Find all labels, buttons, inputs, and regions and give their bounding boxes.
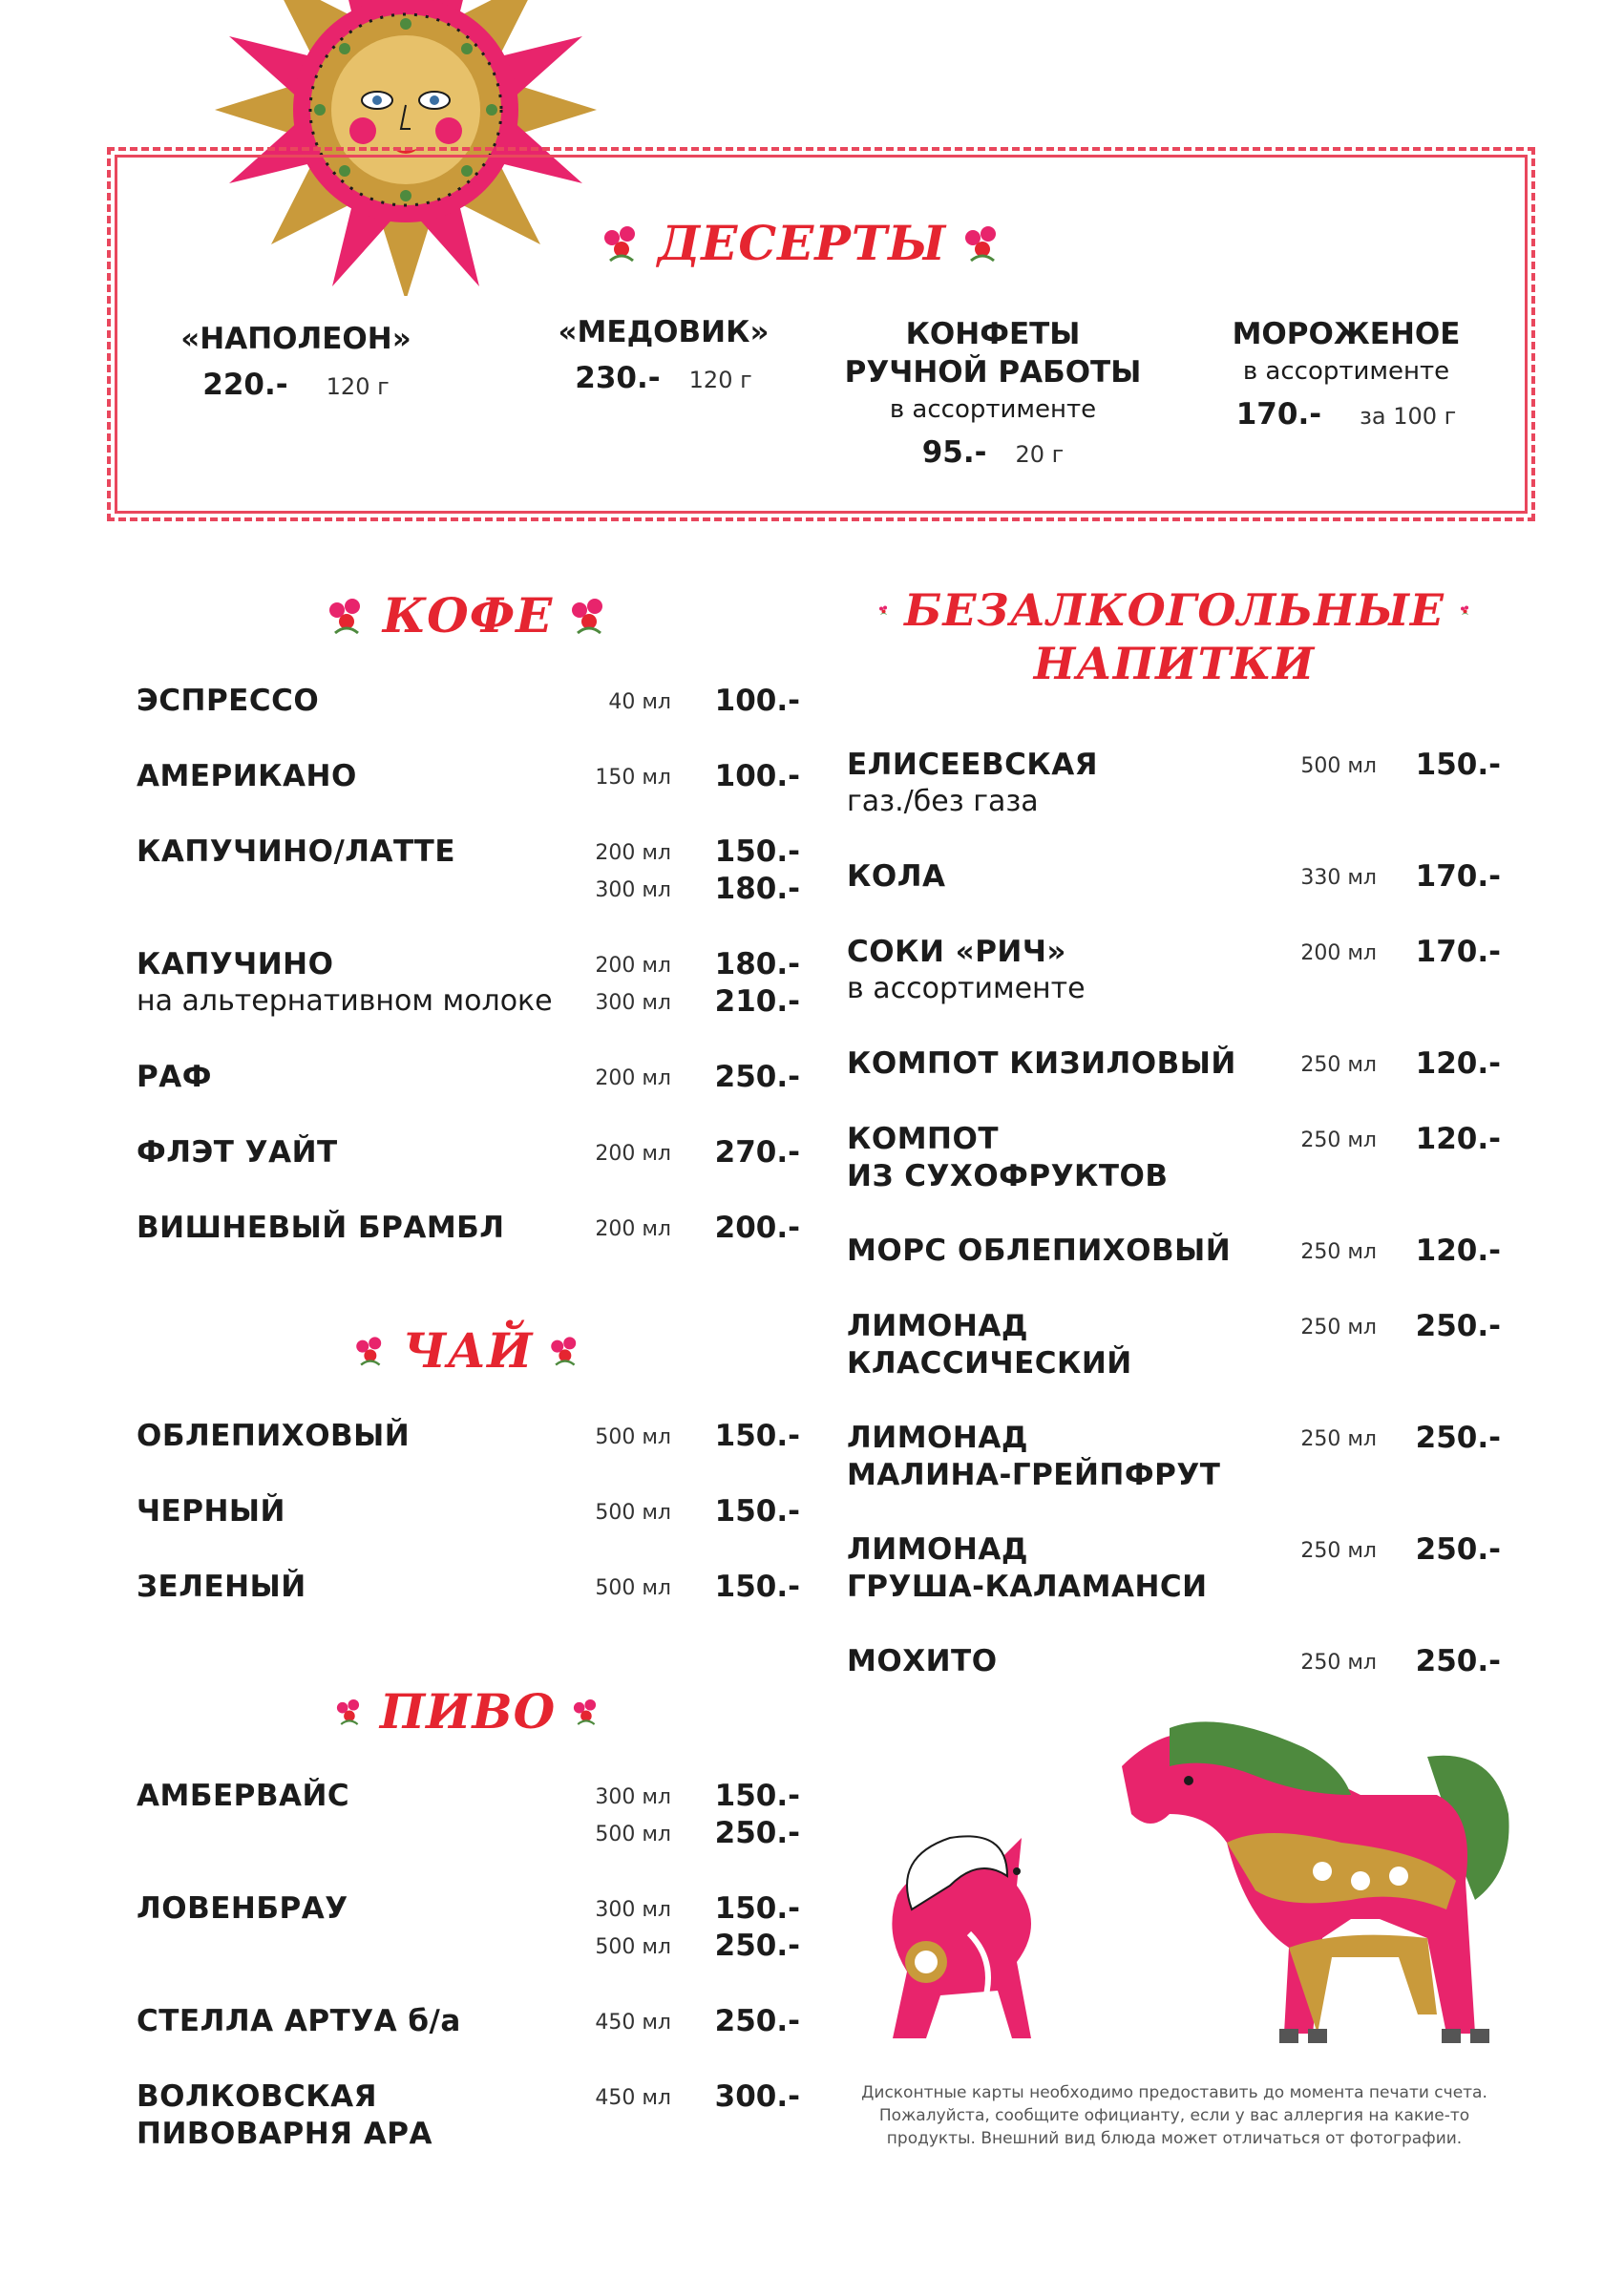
item-name: ЕЛИСЕЕВСКАЯ	[847, 748, 1099, 782]
menu-item	[137, 1492, 805, 1568]
item-price: 250.-	[1415, 1421, 1501, 1455]
softdrinks-title-line2: НАПИТКИ	[1033, 638, 1316, 689]
item-price: 250.-	[1415, 1644, 1501, 1678]
item-price: 100.-	[714, 759, 800, 793]
item-name: ЧЕРНЫЙ	[137, 1494, 285, 1529]
menu-item	[137, 2002, 805, 2078]
coffee-title: КОФЕ	[382, 587, 554, 643]
berry-icon	[571, 1691, 601, 1733]
berry-icon	[334, 1691, 365, 1733]
item-volume: 300 мл	[595, 991, 671, 1015]
item-name-line2: МАЛИНА-ГРЕЙПФРУТ	[847, 1458, 1221, 1492]
dessert-price: 170.-	[1235, 397, 1322, 432]
menu-item	[137, 1133, 805, 1209]
berry-icon	[548, 1330, 582, 1372]
item-price: 150.-	[714, 1779, 800, 1813]
item-name: ФЛЭТ УАЙТ	[137, 1135, 338, 1170]
item-price: 250.-	[1415, 1309, 1501, 1343]
beer-list	[137, 1777, 805, 2154]
item-name: ВИШНЕВЫЙ БРАМБЛ	[137, 1211, 505, 1245]
item-name: ЭСПРЕССО	[137, 684, 320, 718]
item-price: 150.-	[714, 1494, 800, 1529]
item-volume: 250 мл	[1300, 1240, 1377, 1264]
footer-line: продукты. Внешний вид блюда может отличаться от фотографии.	[886, 2129, 1463, 2148]
item-price: 150.-	[714, 834, 800, 869]
horse-illustration	[1112, 1709, 1518, 2053]
menu-item	[847, 1120, 1515, 1232]
coffee-heading	[315, 587, 621, 643]
item-name-line2: ИЗ СУХОФРУКТОВ	[847, 1159, 1169, 1193]
menu-item	[847, 1642, 1515, 1699]
item-name: ЛИМОНАД	[847, 1309, 1028, 1343]
item-price: 120.-	[1415, 1122, 1501, 1156]
item-name: АМЕРИКАНО	[137, 759, 357, 793]
item-name: СТЕЛЛА АРТУА б/а	[137, 2004, 461, 2038]
menu-item	[137, 1209, 805, 1284]
menu-item	[137, 1777, 805, 1889]
dessert-name: «НАПОЛЕОН»	[180, 322, 411, 356]
item-name: КОМПОТ	[847, 1122, 999, 1156]
item-name: АМБЕРВАЙС	[137, 1779, 350, 1813]
menu-item	[137, 2078, 805, 2154]
item-volume: 200 мл	[1300, 941, 1377, 965]
berry-icon	[601, 222, 643, 264]
item-sub: на альтернативном молоке	[137, 984, 553, 1018]
menu-item	[847, 1307, 1515, 1419]
item-volume: 300 мл	[595, 878, 671, 902]
item-volume: 300 мл	[595, 1785, 671, 1809]
menu-item	[847, 857, 1515, 933]
item-price: 250.-	[714, 2004, 800, 2038]
menu-item	[847, 1530, 1515, 1642]
berry-icon	[1460, 589, 1470, 631]
softdrinks-heading	[878, 584, 1470, 689]
menu-item	[847, 746, 1515, 857]
berry-icon	[353, 1330, 388, 1372]
menu-item	[137, 1568, 805, 1643]
menu-item	[847, 1044, 1515, 1120]
item-volume: 200 мл	[595, 1142, 671, 1166]
item-volume: 500 мл	[595, 1501, 671, 1525]
berry-icon	[961, 222, 1003, 264]
item-price: 250.-	[714, 1929, 800, 1963]
item-price: 180.-	[714, 947, 800, 981]
item-name: РАФ	[137, 1060, 212, 1094]
item-volume: 450 мл	[595, 2011, 671, 2035]
item-sub: газ./без газа	[847, 785, 1039, 818]
tea-list	[137, 1417, 805, 1643]
dessert-price: 220.-	[202, 368, 288, 402]
fox-illustration	[854, 1819, 1084, 2053]
coffee-list	[137, 682, 805, 1284]
item-name-line2: ПИВОВАРНЯ АРА	[137, 2117, 433, 2151]
item-volume: 250 мл	[1300, 1053, 1377, 1077]
item-volume: 330 мл	[1300, 866, 1377, 890]
item-price: 120.-	[1415, 1046, 1501, 1081]
item-volume: 450 мл	[595, 2086, 671, 2110]
berry-icon	[568, 595, 610, 637]
item-name: ЛИМОНАД	[847, 1421, 1028, 1455]
item-name: ОБЛЕПИХОВЫЙ	[137, 1419, 411, 1453]
item-price: 270.-	[714, 1135, 800, 1170]
item-name: СОКИ «РИЧ»	[847, 935, 1066, 969]
item-price: 300.-	[714, 2079, 800, 2114]
dessert-volume: 120 г	[326, 373, 390, 400]
item-volume: 250 мл	[1300, 1651, 1377, 1675]
item-volume: 200 мл	[595, 841, 671, 865]
item-name: ЛОВЕНБРАУ	[137, 1891, 348, 1926]
dessert-name-line2: РУЧНОЙ РАБОТЫ	[844, 355, 1142, 390]
softdrinks-list	[847, 746, 1515, 1699]
beer-heading	[334, 1683, 601, 1740]
dessert-icecream	[1203, 315, 1489, 435]
berry-icon	[878, 589, 889, 631]
item-name: МОХИТО	[847, 1644, 998, 1678]
item-name-line2: ГРУША-КАЛАМАНСИ	[847, 1570, 1208, 1604]
item-volume: 200 мл	[595, 1217, 671, 1241]
dessert-volume: 120 г	[688, 367, 752, 393]
menu-item	[137, 833, 805, 945]
item-volume: 250 мл	[1300, 1427, 1377, 1451]
dessert-name-line1: КОНФЕТЫ	[905, 317, 1081, 351]
softdrinks-title-line1: БЕЗАЛКОГОЛЬНЫЕ	[904, 584, 1445, 636]
item-volume: 500 мл	[595, 1823, 671, 1846]
item-volume: 150 мл	[595, 766, 671, 790]
desserts-heading	[592, 215, 1012, 271]
item-price: 250.-	[1415, 1532, 1501, 1567]
berry-icon	[326, 595, 368, 637]
item-volume: 500 мл	[595, 1935, 671, 1959]
footer-line: Дисконтные карты необходимо предоставить до момента печати счета.	[861, 2083, 1487, 2102]
menu-item	[847, 1232, 1515, 1307]
tea-heading	[353, 1322, 582, 1379]
item-name: КАПУЧИНО	[137, 947, 334, 981]
item-volume: 500 мл	[595, 1425, 671, 1449]
item-price: 210.-	[714, 984, 800, 1019]
item-price: 120.-	[1415, 1234, 1501, 1268]
dessert-sub: в ассортименте	[889, 395, 1097, 424]
item-price: 170.-	[1415, 935, 1501, 969]
footer-line: Пожалуйста, сообщите официанту, если у вас аллергия на какие-то	[878, 2106, 1470, 2125]
item-name: ЗЕЛЕНЫЙ	[137, 1570, 306, 1604]
item-price: 150.-	[1415, 748, 1501, 782]
menu-item	[137, 1058, 805, 1133]
item-name: КОМПОТ КИЗИЛОВЫЙ	[847, 1046, 1236, 1081]
item-price: 250.-	[714, 1060, 800, 1094]
item-volume: 40 мл	[608, 690, 671, 714]
item-price: 150.-	[714, 1570, 800, 1604]
dessert-name: «МЕДОВИК»	[558, 315, 770, 349]
item-price: 150.-	[714, 1891, 800, 1926]
menu-item	[137, 945, 805, 1058]
item-volume: 250 мл	[1300, 1316, 1377, 1339]
menu-item	[137, 682, 805, 757]
item-name: КАПУЧИНО/ЛАТТЕ	[137, 834, 455, 869]
item-name-line2: КЛАССИЧЕСКИЙ	[847, 1346, 1132, 1381]
dessert-sub: в ассортименте	[1242, 357, 1450, 386]
dessert-price: 95.-	[921, 435, 987, 470]
tea-title: ЧАЙ	[402, 1322, 534, 1379]
menu-item	[847, 933, 1515, 1044]
item-name: ЛИМОНАД	[847, 1532, 1028, 1567]
item-volume: 500 мл	[1300, 754, 1377, 778]
item-price: 170.-	[1415, 859, 1501, 894]
item-price: 250.-	[714, 1816, 800, 1850]
menu-item	[137, 1889, 805, 2002]
beer-title: ПИВО	[379, 1683, 557, 1740]
item-name: МОРС ОБЛЕПИХОВЫЙ	[847, 1234, 1232, 1268]
item-volume: 300 мл	[595, 1898, 671, 1922]
item-volume: 250 мл	[1300, 1539, 1377, 1563]
dessert-name: МОРОЖЕНОЕ	[1232, 317, 1461, 351]
menu-item	[137, 1417, 805, 1492]
item-volume: 200 мл	[595, 1066, 671, 1090]
item-price: 150.-	[714, 1419, 800, 1453]
desserts-title: ДЕСЕРТЫ	[657, 215, 947, 271]
item-name: ВОЛКОВСКАЯ	[137, 2079, 378, 2114]
item-volume: 200 мл	[595, 954, 671, 978]
dessert-volume: 20 г	[1015, 441, 1065, 468]
item-price: 100.-	[714, 684, 800, 718]
dessert-napoleon	[153, 320, 439, 406]
menu-item	[137, 757, 805, 833]
dessert-candies	[840, 315, 1146, 474]
dessert-price: 230.-	[575, 361, 661, 395]
item-volume: 250 мл	[1300, 1128, 1377, 1152]
item-name: КОЛА	[847, 859, 946, 894]
item-price: 200.-	[714, 1211, 800, 1245]
item-volume: 500 мл	[595, 1576, 671, 1600]
footer-note	[840, 2081, 1508, 2150]
dessert-medovik	[520, 313, 807, 399]
dessert-volume: за 100 г	[1360, 403, 1457, 430]
item-sub: в ассортименте	[847, 972, 1086, 1005]
menu-item	[847, 1419, 1515, 1530]
item-price: 180.-	[714, 872, 800, 906]
